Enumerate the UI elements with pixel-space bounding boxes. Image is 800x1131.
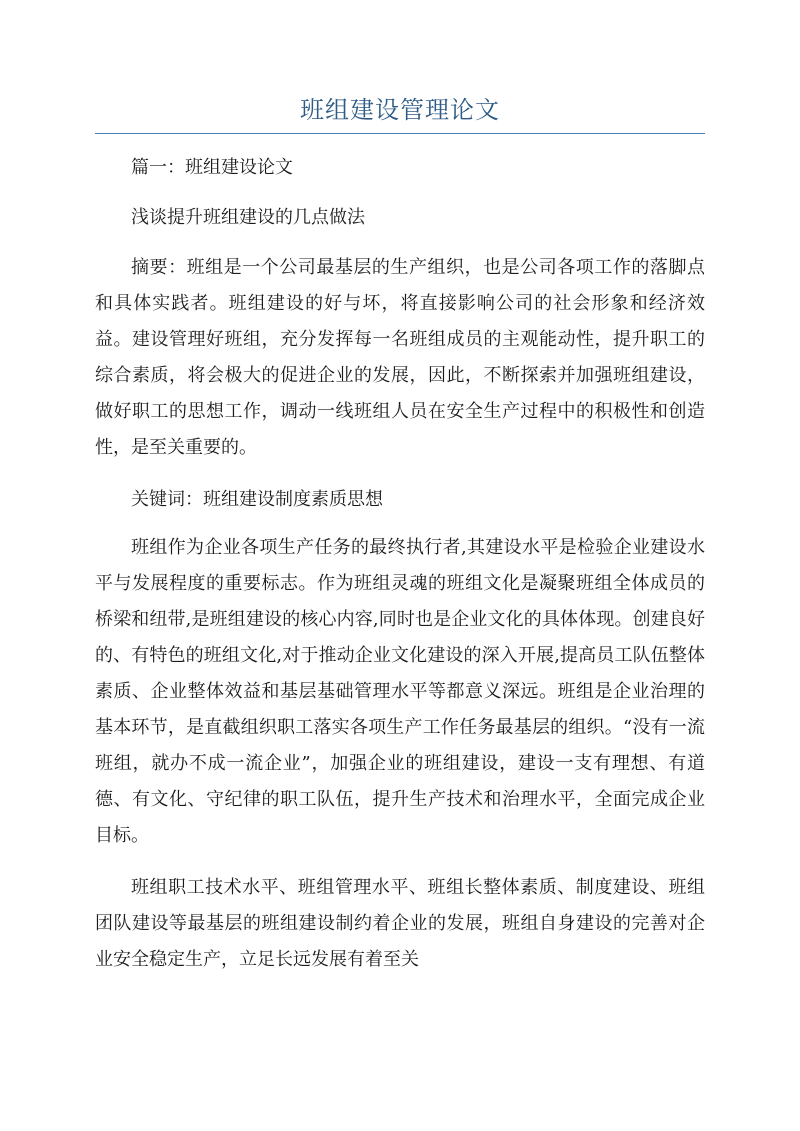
body-paragraph: 班组作为企业各项生产任务的最终执行者,其建设水平是检验企业建设水平与发展程度的重要标志。作为班组灵魂的班组文化是凝聚班组全体成员的桥梁和纽带,是班组建设的核心内容,同时也是企业文化的具体体现。创建良好的、有特色的班组文化,对于推动企业文化建设的深入开展,提高员工队伍整体素质、企业整体效益和基层基础管理水平等都意义深远。班组是企业治理的基本环节，是直截组织职工落实各项生产工作任务最基层的组织。“没有一流班组，就办不成一流企业”，加强企业的班组建设，建设一支有理想、有道德、有文化、守纪律的职工队伍，提升生产技术和治理水平，全面完成企业目标。	[95, 537, 705, 846]
document-body	[95, 150, 705, 994]
body-paragraph: 班组职工技术水平、班组管理水平、班组长整体素质、制度建设、班组团队建设等最基层的班组建设制约着企业的发展，班组自身建设的完善对企业安全稳定生产，立足长远发展有着至关	[95, 877, 705, 970]
article-subtitle: 浅谈提升班组建设的几点做法	[131, 207, 365, 228]
title-underline	[95, 133, 705, 134]
keywords-line: 关键词：班组建设制度素质思想	[131, 489, 383, 510]
section-heading: 篇一：班组建设论文	[131, 157, 293, 178]
abstract-paragraph: 摘要：班组是一个公司最基层的生产组织，也是公司各项工作的落脚点和具体实践者。班组建设的好与坏，将直接影响公司的社会形象和经济效益。建设管理好班组，充分发挥每一名班组成员的主观能动性，提升职工的综合素质，将会极大的促进企业的发展，因此，不断探索并加强班组建设，做好职工的思想工作，调动一线班组人员在安全生产过程中的积极性和创造性，是至关重要的。	[95, 257, 705, 458]
document-title: 班组建设管理论文	[300, 96, 500, 124]
